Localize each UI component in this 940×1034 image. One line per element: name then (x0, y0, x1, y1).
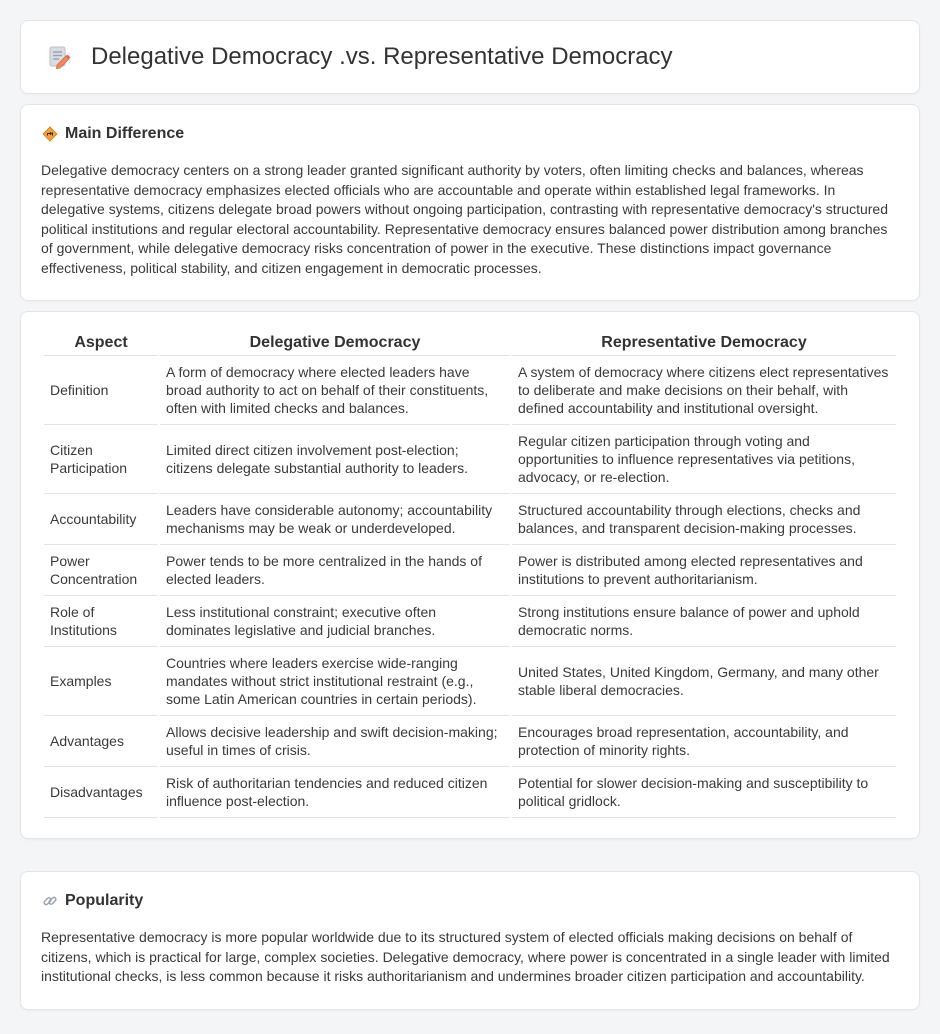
popularity-heading: Popularity (65, 892, 144, 909)
delegative-cell: Countries where leaders exercise wide-ranging mandates without strict institutional restraint (e.g., some Latin American countries in certain periods). (160, 647, 510, 716)
aspect-cell: Examples (44, 647, 158, 716)
aspect-cell: Role of Institutions (44, 596, 158, 647)
diamond-sign-icon (41, 125, 59, 143)
delegative-cell: Power tends to be more centralized in the hands of elected leaders. (160, 545, 510, 596)
table-row (44, 596, 896, 647)
representative-cell: Potential for slower decision-making and susceptibility to political gridlock. (512, 767, 896, 818)
comparison-table (42, 330, 898, 818)
popularity-text: Representative democracy is more popular worldwide due to its structured system of elected officials making decisions on behalf of citizens, which is practical for large, complex societies. Delegative democracy, where power is concentrated in a single leader with limited institutional checks, is less common because it risks authoritarianism and undermines broader citizen participation and accountability. (41, 929, 890, 984)
representative-cell: Regular citizen participation through voting and opportunities to influence representatives via petitions, advocacy, or re-election. (512, 425, 896, 494)
main-difference-section (20, 104, 920, 301)
representative-cell: A system of democracy where citizens elect representatives to deliberate and make decisions on their behalf, with defined accountability and institutional oversight. (512, 356, 896, 425)
delegative-cell: A form of democracy where elected leaders have broad authority to act on behalf of their constituents, often with limited checks and balances. (160, 356, 510, 425)
aspect-cell: Disadvantages (44, 767, 158, 818)
popularity-header (41, 892, 899, 910)
header-representative: Representative Democracy (512, 330, 896, 356)
main-difference-heading: Main Difference (65, 125, 185, 142)
delegative-cell: Limited direct citizen involvement post-election; citizens delegate substantial authority to leaders. (160, 425, 510, 494)
page-title: Delegative Democracy .vs. Representative Democracy (91, 43, 673, 70)
aspect-cell: Definition (44, 356, 158, 425)
delegative-cell: Less institutional constraint; executive often dominates legislative and judicial branches. (160, 596, 510, 647)
table-row (44, 356, 896, 425)
representative-cell: United States, United Kingdom, Germany, and many other stable liberal democracies. (512, 647, 896, 716)
header-aspect: Aspect (44, 330, 158, 356)
delegative-cell: Allows decisive leadership and swift decision-making; useful in times of crisis. (160, 716, 510, 767)
table-row (44, 425, 896, 494)
document-edit-icon (45, 43, 73, 71)
table-row (44, 767, 896, 818)
delegative-cell: Leaders have considerable autonomy; accountability mechanisms may be weak or underdeveloped. (160, 494, 510, 545)
table-row (44, 716, 896, 767)
aspect-cell: Power Concentration (44, 545, 158, 596)
header-delegative: Delegative Democracy (160, 330, 510, 356)
table-row (44, 494, 896, 545)
table-row (44, 647, 896, 716)
link-icon (41, 892, 59, 910)
aspect-cell: Citizen Participation (44, 425, 158, 494)
comparison-table-card (20, 311, 920, 839)
delegative-cell: Risk of authoritarian tendencies and reduced citizen influence post-election. (160, 767, 510, 818)
aspect-cell: Advantages (44, 716, 158, 767)
popularity-section (20, 871, 920, 1010)
main-difference-text: Delegative democracy centers on a strong leader granted significant authority by voters, often limiting checks and balances, whereas representative democracy emphasizes elected officials who are accountable and operate within established legal frameworks. In delegative systems, citizens delegate broad powers without ongoing participation, contrasting with representative democracy's structured political institutions and regular electoral accountability. Representative democracy ensures balanced power distribution among branches of government, while delegative democracy risks concentration of power in the executive. These distinctions impact governance effectiveness, political stability, and citizen engagement in democratic processes. (41, 162, 889, 276)
table-row (44, 545, 896, 596)
representative-cell: Strong institutions ensure balance of power and uphold democratic norms. (512, 596, 896, 647)
title-card (20, 20, 920, 94)
main-difference-header (41, 125, 899, 143)
table-header-row (44, 330, 896, 356)
aspect-cell: Accountability (44, 494, 158, 545)
representative-cell: Power is distributed among elected representatives and institutions to prevent authoritarianism. (512, 545, 896, 596)
representative-cell: Encourages broad representation, accountability, and protection of minority rights. (512, 716, 896, 767)
representative-cell: Structured accountability through elections, checks and balances, and transparent decision-making processes. (512, 494, 896, 545)
